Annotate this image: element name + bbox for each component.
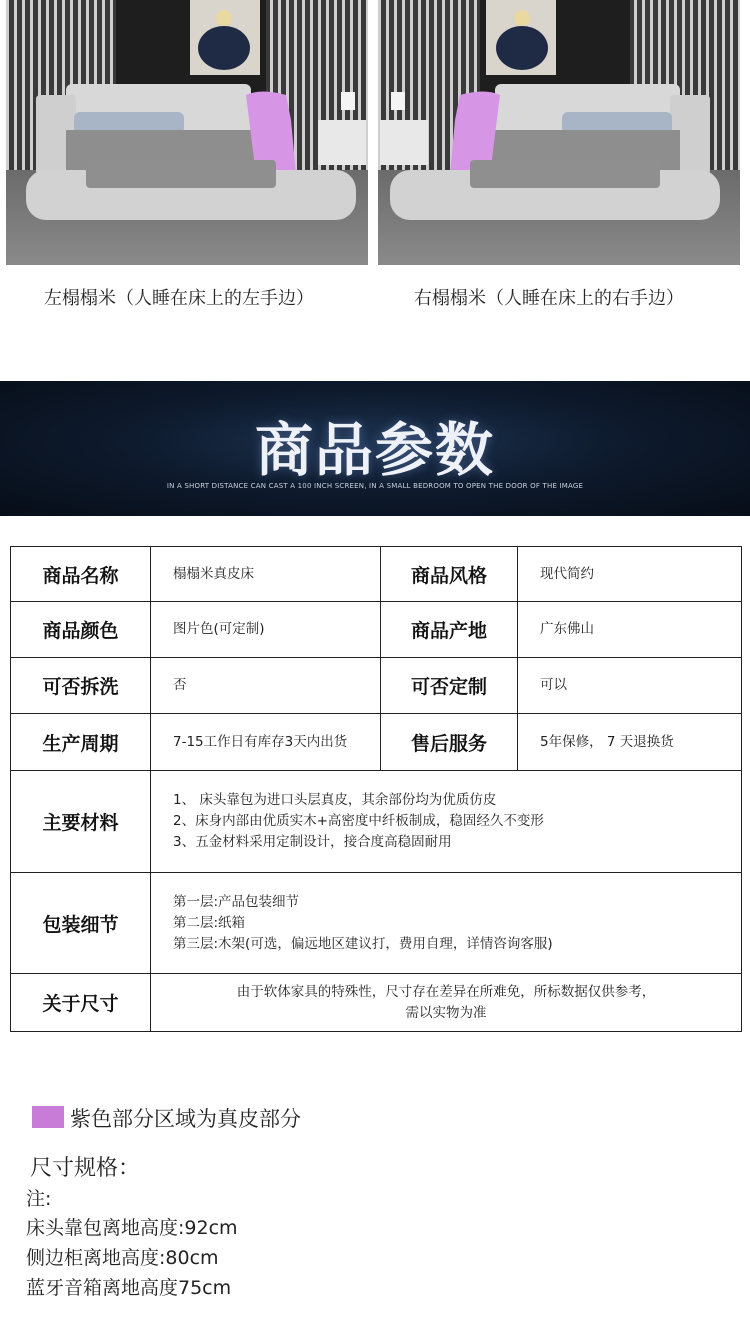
size-note-line: 蓝牙音箱离地高度75cm xyxy=(26,1277,232,1299)
param-label: 商品颜色 xyxy=(11,602,151,658)
param-value: 图片色(可定制) xyxy=(151,602,381,658)
size-spec-title: 尺寸规格： xyxy=(30,1156,141,1181)
size-note-line: 侧边柜离地高度:80cm xyxy=(26,1247,219,1269)
product-photo-left xyxy=(6,0,368,265)
banner-title: 商品参数 xyxy=(254,416,495,484)
param-label: 主要材料 xyxy=(11,771,151,873)
table-row xyxy=(11,602,742,658)
packaging-line: 第一层:产品包装细节 xyxy=(173,893,300,910)
param-value: 榻榻米真皮床 xyxy=(151,547,381,602)
size-note-line: 注: xyxy=(26,1188,52,1210)
table-row xyxy=(11,771,742,873)
leather-color-swatch xyxy=(32,1106,64,1128)
caption-left: 左榻榻米（人睡在床上的左手边） xyxy=(44,288,314,309)
param-value: 广东佛山 xyxy=(518,602,742,658)
param-label: 商品产地 xyxy=(381,602,518,658)
size-note-line: 床头靠包离地高度:92cm xyxy=(26,1217,238,1239)
param-value-multiline xyxy=(151,974,742,1032)
caption-right: 右榻榻米（人睡在床上的右手边） xyxy=(414,288,684,309)
table-row xyxy=(11,873,742,974)
section-banner xyxy=(0,381,750,516)
param-value: 现代简约 xyxy=(518,547,742,602)
param-label: 生产周期 xyxy=(11,714,151,771)
param-value: 7-15工作日有库存3天内出货 xyxy=(151,714,381,771)
materials-line: 1、 床头靠包为进口头层真皮，其余部份均为优质仿皮 xyxy=(173,792,497,808)
packaging-line: 第三层:木架(可选，偏远地区建议打，费用自理，详情咨询客服) xyxy=(173,935,553,952)
param-value: 否 xyxy=(151,658,381,714)
table-row xyxy=(11,547,742,602)
leather-note: 紫色部分区域为真皮部分 xyxy=(70,1107,301,1131)
param-label: 商品名称 xyxy=(11,547,151,602)
table-row xyxy=(11,714,742,771)
size-line: 需以实物为准 xyxy=(405,1004,487,1021)
param-label: 可否定制 xyxy=(381,658,518,714)
materials-line: 2、床身内部由优质实木+高密度中纤板制成，稳固经久不变形 xyxy=(173,813,544,829)
param-value: 可以 xyxy=(518,658,742,714)
param-label: 售后服务 xyxy=(381,714,518,771)
table-row xyxy=(11,974,742,1032)
param-value: 5年保修， 7 天退换货 xyxy=(518,714,742,771)
product-photo-right xyxy=(378,0,740,265)
param-label: 商品风格 xyxy=(381,547,518,602)
table-row xyxy=(11,658,742,714)
size-line: 由于软体家具的特殊性，尺寸存在差异在所难免，所标数据仅供参考， xyxy=(236,983,656,1000)
param-label: 包装细节 xyxy=(11,873,151,974)
packaging-line: 第二层:纸箱 xyxy=(173,914,246,931)
materials-line: 3、五金材料采用定制设计，接合度高稳固耐用 xyxy=(173,834,452,850)
param-label: 关于尺寸 xyxy=(11,974,151,1032)
params-table xyxy=(10,546,742,1032)
banner-subtitle: IN A SHORT DISTANCE CAN CAST A 100 INCH SCREEN, IN A SMALL BEDROOM TO OPEN THE DOOR OF THE IMAGE xyxy=(166,482,584,490)
param-label: 可否拆洗 xyxy=(11,658,151,714)
param-value-multiline xyxy=(151,873,742,974)
param-value-multiline xyxy=(151,771,742,873)
